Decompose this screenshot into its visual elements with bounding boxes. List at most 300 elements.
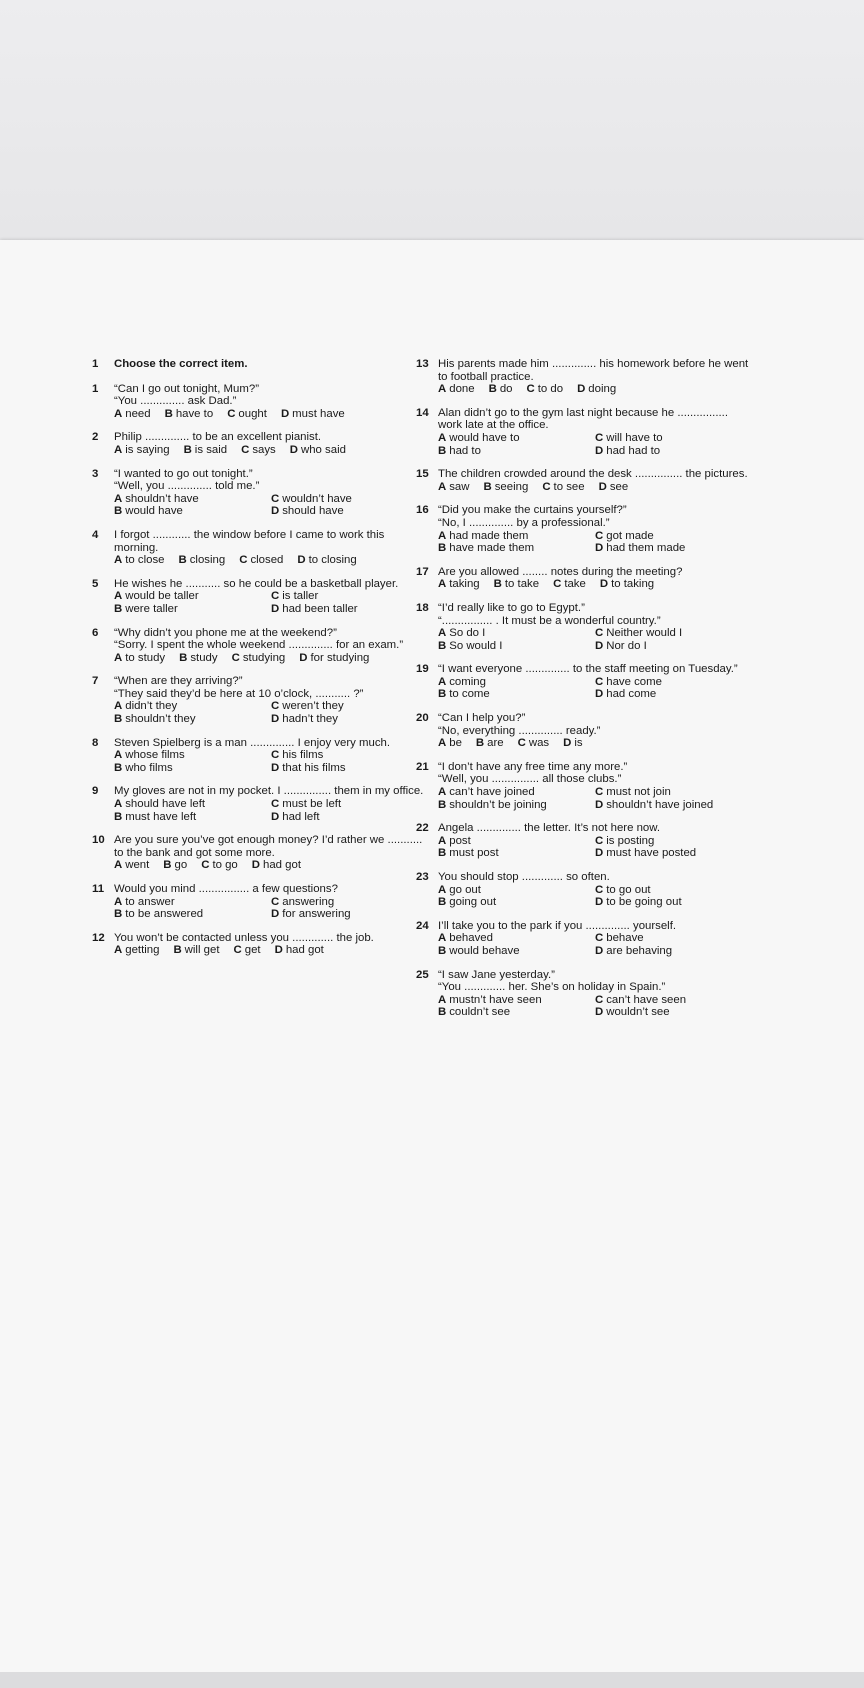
answer-option[interactable]	[484, 481, 529, 494]
question-text	[114, 627, 428, 652]
option-text: to study	[125, 651, 166, 664]
option-text: went	[125, 859, 150, 872]
answer-option[interactable]	[299, 652, 369, 665]
option-text: saw	[449, 480, 470, 493]
answer-options	[416, 481, 752, 494]
option-letter: A	[438, 480, 447, 493]
option-letter: B	[114, 810, 123, 823]
answer-option[interactable]	[438, 627, 595, 640]
question-item	[92, 834, 428, 872]
option-text: whose films	[125, 749, 185, 762]
question-text	[438, 358, 752, 383]
answer-option[interactable]	[271, 896, 428, 909]
answer-option[interactable]	[438, 932, 595, 945]
option-letter: C	[595, 675, 604, 688]
question-number: 18	[416, 601, 429, 614]
option-text: seeing	[494, 480, 529, 493]
question-line: Would you mind ................ a few questions?	[114, 883, 338, 895]
question-number: 5	[92, 577, 99, 590]
answer-option[interactable]	[438, 542, 595, 555]
question-line: “When are they arriving?”	[114, 675, 243, 688]
question-line: “Can I go out tonight, Mum?”	[114, 382, 259, 395]
answer-option[interactable]	[563, 737, 582, 750]
option-text: to go out	[606, 883, 651, 896]
answer-option[interactable]	[114, 554, 165, 567]
question-text	[114, 785, 428, 798]
question-number: 11	[92, 883, 105, 895]
answer-option[interactable]	[173, 944, 219, 957]
question-line: “................ . It must be a wonderful country.”	[438, 614, 661, 627]
question-line: Alan didn’t go to the gym last night because he ................ work late at the office.	[438, 406, 728, 432]
answer-option[interactable]	[114, 493, 271, 506]
answer-option[interactable]	[114, 908, 271, 921]
option-letter: D	[595, 798, 604, 811]
option-text: to closing	[308, 554, 357, 567]
option-text: to taking	[611, 578, 655, 591]
option-letter: C	[231, 651, 240, 664]
question-line: Steven Spielberg is a man .............. I enjoy very much.	[114, 736, 391, 749]
option-text: see	[609, 480, 629, 493]
answer-option[interactable]	[595, 799, 752, 812]
answer-options	[92, 408, 428, 421]
answer-option[interactable]	[275, 944, 324, 957]
answer-option[interactable]	[438, 640, 595, 653]
option-text: were taller	[125, 602, 178, 615]
answer-option[interactable]	[438, 1006, 595, 1019]
option-text: had them made	[606, 542, 686, 555]
option-letter: C	[595, 431, 604, 444]
answer-option[interactable]	[165, 408, 214, 421]
answer-option[interactable]	[438, 688, 595, 701]
answer-option[interactable]	[179, 554, 226, 567]
answer-option[interactable]	[114, 896, 271, 909]
option-text: get	[244, 944, 261, 957]
question-text	[438, 504, 752, 529]
answer-option[interactable]	[595, 847, 752, 860]
answer-option[interactable]	[114, 762, 271, 775]
option-text: behave	[606, 932, 644, 945]
answer-option[interactable]	[595, 676, 752, 689]
option-text: must have	[292, 407, 345, 420]
option-text: getting	[125, 944, 160, 957]
option-letter: D	[299, 651, 308, 664]
answer-option[interactable]	[489, 383, 513, 396]
option-text: says	[252, 443, 276, 456]
option-letter: A	[114, 944, 123, 957]
answer-options	[416, 835, 752, 860]
answer-option[interactable]	[114, 944, 159, 957]
option-text: should have	[282, 505, 344, 518]
option-letter: C	[271, 798, 280, 811]
answer-option[interactable]	[542, 481, 584, 494]
option-letter: A	[114, 895, 123, 908]
answer-option[interactable]	[184, 444, 228, 457]
question-text	[438, 761, 752, 786]
answer-option[interactable]	[553, 578, 586, 591]
option-text: shouldn’t be joining	[449, 798, 547, 811]
question-line: My gloves are not in my pocket. I ............... them in my office.	[114, 785, 424, 798]
answer-option[interactable]	[290, 444, 346, 457]
answer-option[interactable]	[114, 590, 271, 603]
answer-option[interactable]	[595, 445, 752, 458]
question-number: 21	[416, 760, 429, 773]
answer-options	[416, 530, 752, 555]
option-letter: C	[553, 578, 562, 591]
answer-options	[92, 554, 428, 567]
question-item	[416, 407, 752, 457]
answer-option[interactable]	[232, 652, 286, 665]
option-letter: A	[438, 993, 447, 1006]
question-number: 10	[92, 834, 105, 847]
question-item	[92, 675, 428, 725]
question-item	[92, 578, 428, 616]
answer-option[interactable]	[114, 603, 271, 616]
option-letter: C	[271, 492, 280, 505]
option-text: Nor do I	[606, 639, 647, 652]
question-item	[416, 712, 752, 750]
option-text: will have to	[606, 431, 663, 444]
answer-option[interactable]	[114, 859, 149, 872]
answer-option[interactable]	[526, 383, 563, 396]
question-line: “Did you make the curtains yourself?”	[438, 504, 627, 517]
answer-option[interactable]	[595, 994, 752, 1007]
answer-option[interactable]	[252, 859, 301, 872]
answer-options	[92, 652, 428, 665]
option-letter: B	[114, 713, 123, 726]
option-letter: A	[438, 883, 447, 896]
option-letter: D	[595, 1006, 604, 1019]
answer-option[interactable]	[438, 481, 470, 494]
option-text: closing	[189, 554, 226, 567]
answer-option[interactable]	[241, 444, 276, 457]
answer-option[interactable]	[494, 578, 539, 591]
question-stem	[416, 871, 752, 884]
answer-option[interactable]	[595, 542, 752, 555]
answer-options	[92, 749, 428, 774]
answer-option[interactable]	[271, 749, 428, 762]
option-letter: B	[438, 847, 447, 860]
question-line: “I don’t have any free time any more.”	[438, 760, 628, 773]
question-item	[92, 431, 428, 456]
question-stem	[92, 883, 428, 896]
question-text	[114, 737, 428, 750]
answer-option[interactable]	[438, 578, 480, 591]
option-text: would have	[125, 505, 183, 518]
answer-option[interactable]	[595, 932, 752, 945]
answer-option[interactable]	[227, 408, 267, 421]
answer-option[interactable]	[595, 1006, 752, 1019]
option-text: to be going out	[606, 896, 682, 909]
option-letter: C	[239, 554, 248, 567]
answer-option[interactable]	[114, 700, 271, 713]
question-item	[92, 468, 428, 518]
answer-option[interactable]	[114, 444, 170, 457]
answer-options	[92, 859, 428, 872]
answer-option[interactable]	[271, 493, 428, 506]
question-stem	[416, 504, 752, 529]
answer-option[interactable]	[114, 811, 271, 824]
answer-option[interactable]	[438, 676, 595, 689]
exercise-heading	[92, 358, 428, 371]
answer-options	[416, 786, 752, 811]
question-stem	[92, 785, 428, 798]
question-line: Are you sure you’ve got enough money? I’d rather we ........... to the bank and got some more.	[114, 834, 423, 859]
option-letter: B	[114, 761, 123, 774]
question-line: Angela .............. the letter. It’s not here now.	[438, 822, 661, 835]
option-text: wouldn’t see	[606, 1006, 670, 1019]
answer-option[interactable]	[438, 383, 475, 396]
answer-option[interactable]	[114, 798, 271, 811]
option-text: had got	[285, 944, 324, 957]
answer-option[interactable]	[271, 590, 428, 603]
question-number: 16	[416, 504, 429, 517]
option-text: had been taller	[282, 602, 358, 615]
option-letter: A	[438, 737, 447, 750]
option-text: will get	[184, 944, 220, 957]
answer-option[interactable]	[595, 530, 752, 543]
answer-option[interactable]	[114, 408, 151, 421]
answer-option[interactable]	[271, 713, 428, 726]
question-line: “Why didn’t you phone me at the weekend?”	[114, 626, 337, 639]
option-letter: B	[114, 505, 123, 518]
answer-option[interactable]	[114, 713, 271, 726]
option-letter: D	[595, 688, 604, 701]
option-letter: A	[114, 443, 123, 456]
question-line: He wishes he ........... so he could be a basketball player.	[114, 577, 399, 590]
answer-option[interactable]	[595, 786, 752, 799]
option-text: So do I	[449, 627, 486, 640]
option-letter: A	[114, 798, 123, 811]
answer-option[interactable]	[114, 505, 271, 518]
answer-option[interactable]	[271, 908, 428, 921]
question-text	[114, 431, 428, 444]
answer-option[interactable]	[438, 530, 595, 543]
option-letter: D	[289, 443, 298, 456]
question-number: 13	[416, 358, 429, 370]
answer-option[interactable]	[438, 896, 595, 909]
question-line: “No, I .............. by a professional.”	[438, 516, 610, 529]
exercise-instruction: Choose the correct item.	[114, 358, 248, 370]
question-item	[416, 822, 752, 860]
answer-option[interactable]	[600, 578, 654, 591]
question-stem	[92, 431, 428, 444]
option-text: Neither would I	[606, 627, 683, 640]
option-letter: A	[114, 492, 123, 505]
option-letter: C	[271, 749, 280, 762]
question-stem	[416, 712, 752, 737]
option-letter: D	[595, 847, 604, 860]
question-stem	[92, 529, 428, 554]
answer-option[interactable]	[476, 737, 504, 750]
option-text: doing	[588, 383, 617, 396]
question-item	[416, 969, 752, 1019]
option-text: taking	[449, 578, 480, 591]
answer-option[interactable]	[114, 749, 271, 762]
option-text: couldn’t see	[449, 1006, 511, 1019]
answer-option[interactable]	[595, 884, 752, 897]
option-letter: D	[271, 810, 280, 823]
option-text: to do	[537, 383, 564, 396]
answer-option[interactable]	[595, 640, 752, 653]
option-letter: B	[475, 737, 485, 750]
option-letter: A	[438, 578, 447, 591]
answer-option[interactable]	[271, 700, 428, 713]
option-letter: C	[595, 834, 604, 847]
option-text: hadn’t they	[282, 713, 338, 726]
answer-option[interactable]	[163, 859, 187, 872]
option-letter: C	[233, 944, 242, 957]
option-letter: C	[271, 700, 280, 713]
option-text: wouldn’t have	[282, 492, 352, 505]
question-line: “I saw Jane yesterday.”	[438, 968, 555, 981]
answer-options	[416, 383, 752, 396]
answer-option[interactable]	[577, 383, 616, 396]
option-letter: D	[563, 737, 572, 750]
question-line: I forgot ............ the window before I came to work this morning.	[114, 528, 385, 554]
answer-option[interactable]	[595, 627, 752, 640]
question-number: 2	[92, 431, 99, 444]
question-number: 1	[92, 382, 99, 395]
option-letter: B	[178, 554, 187, 567]
question-item	[92, 883, 428, 921]
answer-option[interactable]	[599, 481, 629, 494]
option-text: have to	[175, 407, 214, 420]
answer-option[interactable]	[271, 505, 428, 518]
answer-option[interactable]	[114, 652, 165, 665]
top-background	[0, 0, 864, 240]
option-letter: D	[280, 407, 290, 420]
answer-option[interactable]	[595, 945, 752, 958]
answer-option[interactable]	[271, 811, 428, 824]
answer-option[interactable]	[438, 884, 595, 897]
answer-option[interactable]	[234, 944, 261, 957]
question-line: “Can I help you?”	[438, 712, 526, 725]
question-line: The children crowded around the desk ............... the pictures.	[438, 468, 748, 481]
option-text: need	[125, 407, 151, 420]
option-text: for studying	[310, 651, 370, 664]
question-item	[92, 932, 428, 957]
right-question-list	[416, 358, 752, 1019]
question-line: “Sorry. I spent the whole weekend .............. for an exam.”	[114, 639, 404, 652]
question-stem	[92, 737, 428, 750]
option-letter: C	[271, 590, 280, 603]
option-text: was	[528, 737, 550, 750]
option-text: have come	[606, 675, 662, 688]
question-line: “I want everyone .............. to the staff meeting on Tuesday.”	[438, 663, 738, 676]
option-letter: A	[438, 383, 447, 396]
right-column	[416, 358, 752, 1030]
option-letter: C	[241, 443, 250, 456]
question-item	[416, 761, 752, 811]
answer-option[interactable]	[438, 737, 462, 750]
question-line: You won’t be contacted unless you ............. the job.	[114, 931, 374, 944]
answer-option[interactable]	[595, 688, 752, 701]
option-letter: D	[271, 908, 280, 921]
option-text: his films	[282, 749, 324, 762]
question-stem	[92, 834, 428, 859]
option-letter: B	[179, 651, 188, 664]
answer-option[interactable]	[201, 859, 238, 872]
option-letter: C	[595, 786, 604, 799]
option-text: weren’t they	[282, 700, 344, 713]
answer-option[interactable]	[239, 554, 283, 567]
question-number: 6	[92, 626, 99, 639]
option-text: shouldn’t have	[125, 492, 199, 505]
question-line: His parents made him .............. his homework before he went to football practice.	[438, 358, 749, 383]
answer-option[interactable]	[438, 786, 595, 799]
answer-option[interactable]	[281, 408, 345, 421]
question-line: “I’d really like to go to Egypt.”	[438, 601, 585, 614]
option-letter: D	[274, 944, 283, 957]
option-text: post	[449, 834, 471, 847]
answer-option[interactable]	[438, 432, 595, 445]
answer-option[interactable]	[595, 896, 752, 909]
question-stem	[416, 602, 752, 627]
answer-option[interactable]	[271, 762, 428, 775]
option-text: to close	[125, 554, 165, 567]
answer-option[interactable]	[518, 737, 550, 750]
option-text: would have to	[449, 431, 520, 444]
answer-option[interactable]	[438, 945, 595, 958]
option-text: had to	[449, 444, 481, 457]
option-letter: C	[517, 737, 526, 750]
question-number: 15	[416, 468, 429, 481]
answer-option[interactable]	[297, 554, 356, 567]
option-letter: C	[595, 883, 604, 896]
answer-option[interactable]	[438, 994, 595, 1007]
answer-option[interactable]	[438, 835, 595, 848]
answer-option[interactable]	[271, 603, 428, 616]
answer-option[interactable]	[595, 432, 752, 445]
option-text: is	[574, 737, 583, 750]
option-text: would behave	[449, 944, 520, 957]
question-text	[114, 883, 428, 896]
option-text: must not join	[606, 786, 671, 799]
option-text: to be answered	[125, 908, 204, 921]
answer-option[interactable]	[179, 652, 217, 665]
option-letter: D	[271, 713, 280, 726]
question-number: 19	[416, 663, 429, 676]
option-letter: B	[438, 896, 447, 909]
option-text: be	[449, 737, 462, 750]
question-stem	[92, 675, 428, 700]
answer-options	[92, 590, 428, 615]
option-text: can’t have seen	[606, 993, 687, 1006]
answer-option[interactable]	[595, 835, 752, 848]
answer-option[interactable]	[438, 445, 595, 458]
option-letter: B	[438, 444, 447, 457]
option-letter: C	[542, 480, 551, 493]
option-letter: D	[271, 505, 280, 518]
question-item	[416, 920, 752, 958]
answer-options	[416, 432, 752, 457]
option-letter: C	[271, 895, 280, 908]
answer-option[interactable]	[438, 847, 595, 860]
option-text: got made	[606, 529, 654, 542]
option-letter: C	[595, 993, 604, 1006]
question-number: 17	[416, 565, 429, 578]
answer-options	[92, 493, 428, 518]
option-text: must post	[449, 847, 499, 860]
option-letter: B	[483, 480, 492, 493]
option-text: must have posted	[606, 847, 697, 860]
answer-option[interactable]	[438, 799, 595, 812]
answer-option[interactable]	[271, 798, 428, 811]
question-item	[92, 737, 428, 775]
option-letter: A	[438, 932, 447, 945]
option-text: had made them	[449, 529, 529, 542]
option-letter: A	[114, 407, 123, 420]
